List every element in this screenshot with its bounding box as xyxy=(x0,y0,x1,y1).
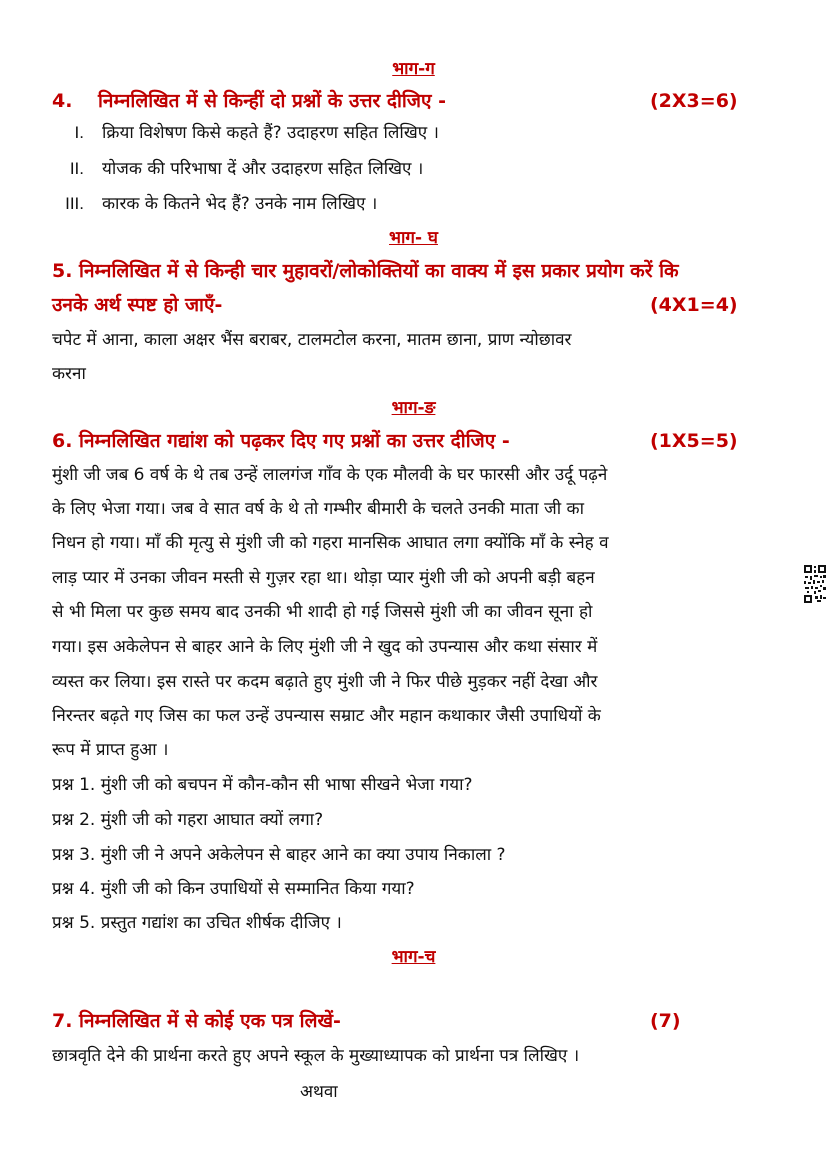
question-4-item xyxy=(52,156,423,182)
question-5-line-1: 5. निम्नलिखित में से किन्ही चार मुहावरों/लोकोक्तियों का वाक्य में इस प्रकार प्रयोग करें कि xyxy=(52,260,679,282)
question-4-marks: (2X3=6) xyxy=(650,90,738,112)
question-4-title xyxy=(52,88,446,114)
question-6-title: 6. निम्नलिखित गद्यांश को पढ़कर दिए गए प्रश्नों का उत्तर दीजिए - xyxy=(52,430,510,452)
item-text: योजक की परिभाषा दें और उदाहरण सहित लिखिए । xyxy=(102,159,424,179)
passage-line: व्यस्त कर लिया। इस रास्ते पर कदम बढ़ाते हुए मुंशी जी ने फिर पीछे मुड़कर नहीं देखा और xyxy=(52,672,598,692)
question-5-line-2: उनके अर्थ स्पष्ट हो जाएँ- xyxy=(52,294,223,316)
item-roman-numeral: III. xyxy=(65,194,84,213)
section-g-heading: भाग-ग xyxy=(392,59,435,79)
passage-line: के लिए भेजा गया। जब वे सात वर्ष के थे तो गम्भीर बीमारी के चलते उनकी माता जी का xyxy=(52,499,584,519)
qr-code-icon xyxy=(803,564,827,604)
item-roman-numeral: I. xyxy=(74,123,84,142)
item-text: कारक के कितने भेद हैं? उनके नाम लिखिए । xyxy=(102,194,378,214)
question-4-text: निम्नलिखित में से किन्हीं दो प्रश्नों के उत्तर दीजिए - xyxy=(98,90,446,112)
item-roman-numeral: II. xyxy=(69,159,84,178)
question-4-number: 4. xyxy=(52,90,73,112)
question-7-marks: (7) xyxy=(650,1010,681,1032)
section-gh-heading: भाग- घ xyxy=(389,228,438,248)
question-5-marks: (4X1=4) xyxy=(650,294,738,316)
section-ng-heading: भाग-ङ xyxy=(391,398,436,418)
idioms-line-1: चपेट में आना, काला अक्षर भैंस बराबर, टालमटोल करना, मातम छाना, प्राण न्योछावर xyxy=(52,330,572,350)
idioms-line-2: करना xyxy=(52,364,86,384)
passage-line: निधन हो गया। माँ की मृत्यु से मुंशी जी को गहरा मानसिक आघात लगा क्योंकि माँ के स्नेह व xyxy=(52,533,609,553)
question-7-title: 7. निम्नलिखित में से कोई एक पत्र लिखें- xyxy=(52,1010,341,1032)
letter-prompt: छात्रवृति देने की प्रार्थना करते हुए अपने स्कूल के मुख्याध्यापक को प्रार्थना पत्र लिखिए । xyxy=(52,1046,580,1066)
passage-line: से भी मिला पर कुछ समय बाद उनकी भी शादी हो गई जिससे मुंशी जी का जीवन सूना हो xyxy=(52,602,593,622)
comprehension-question: प्रश्न 4. मुंशी जी को किन उपाधियों से सम्मानित किया गया? xyxy=(52,879,415,899)
passage-line: रूप में प्राप्त हुआ । xyxy=(52,740,169,760)
or-separator: अथवा xyxy=(300,1082,338,1102)
question-4-item xyxy=(52,120,439,146)
passage-line: गया। इस अकेलेपन से बाहर आने के लिए मुंशी जी ने खुद को उपन्यास और कथा संसार में xyxy=(52,637,598,657)
comprehension-question: प्रश्न 1. मुंशी जी को बचपन में कौन-कौन सी भाषा सीखने भेजा गया? xyxy=(52,775,473,795)
comprehension-question: प्रश्न 3. मुंशी जी ने अपने अकेलेपन से बाहर आने का क्या उपाय निकाला ? xyxy=(52,845,506,865)
question-4-item xyxy=(52,191,377,217)
section-ch-heading: भाग-च xyxy=(391,947,436,967)
item-text: क्रिया विशेषण किसे कहते हैं? उदाहरण सहित लिखिए । xyxy=(102,123,439,143)
comprehension-question: प्रश्न 5. प्रस्तुत गद्यांश का उचित शीर्षक दीजिए । xyxy=(52,913,342,933)
passage-line: लाड़ प्यार में उनका जीवन मस्ती से गुज़र रहा था। थोड़ा प्यार मुंशी जी को अपनी बड़ी बहन xyxy=(52,568,595,588)
question-6-marks: (1X5=5) xyxy=(650,430,738,452)
passage-line: मुंशी जी जब 6 वर्ष के थे तब उन्हें लालगंज गाँव के एक मौलवी के घर फारसी और उर्दू पढ़ने xyxy=(52,465,608,485)
comprehension-question: प्रश्न 2. मुंशी जी को गहरा आघात क्यों लगा? xyxy=(52,810,324,830)
passage-line: निरन्तर बढ़ते गए जिस का फल उन्हें उपन्यास सम्राट और महान कथाकार जैसी उपाधियों के xyxy=(52,706,601,726)
